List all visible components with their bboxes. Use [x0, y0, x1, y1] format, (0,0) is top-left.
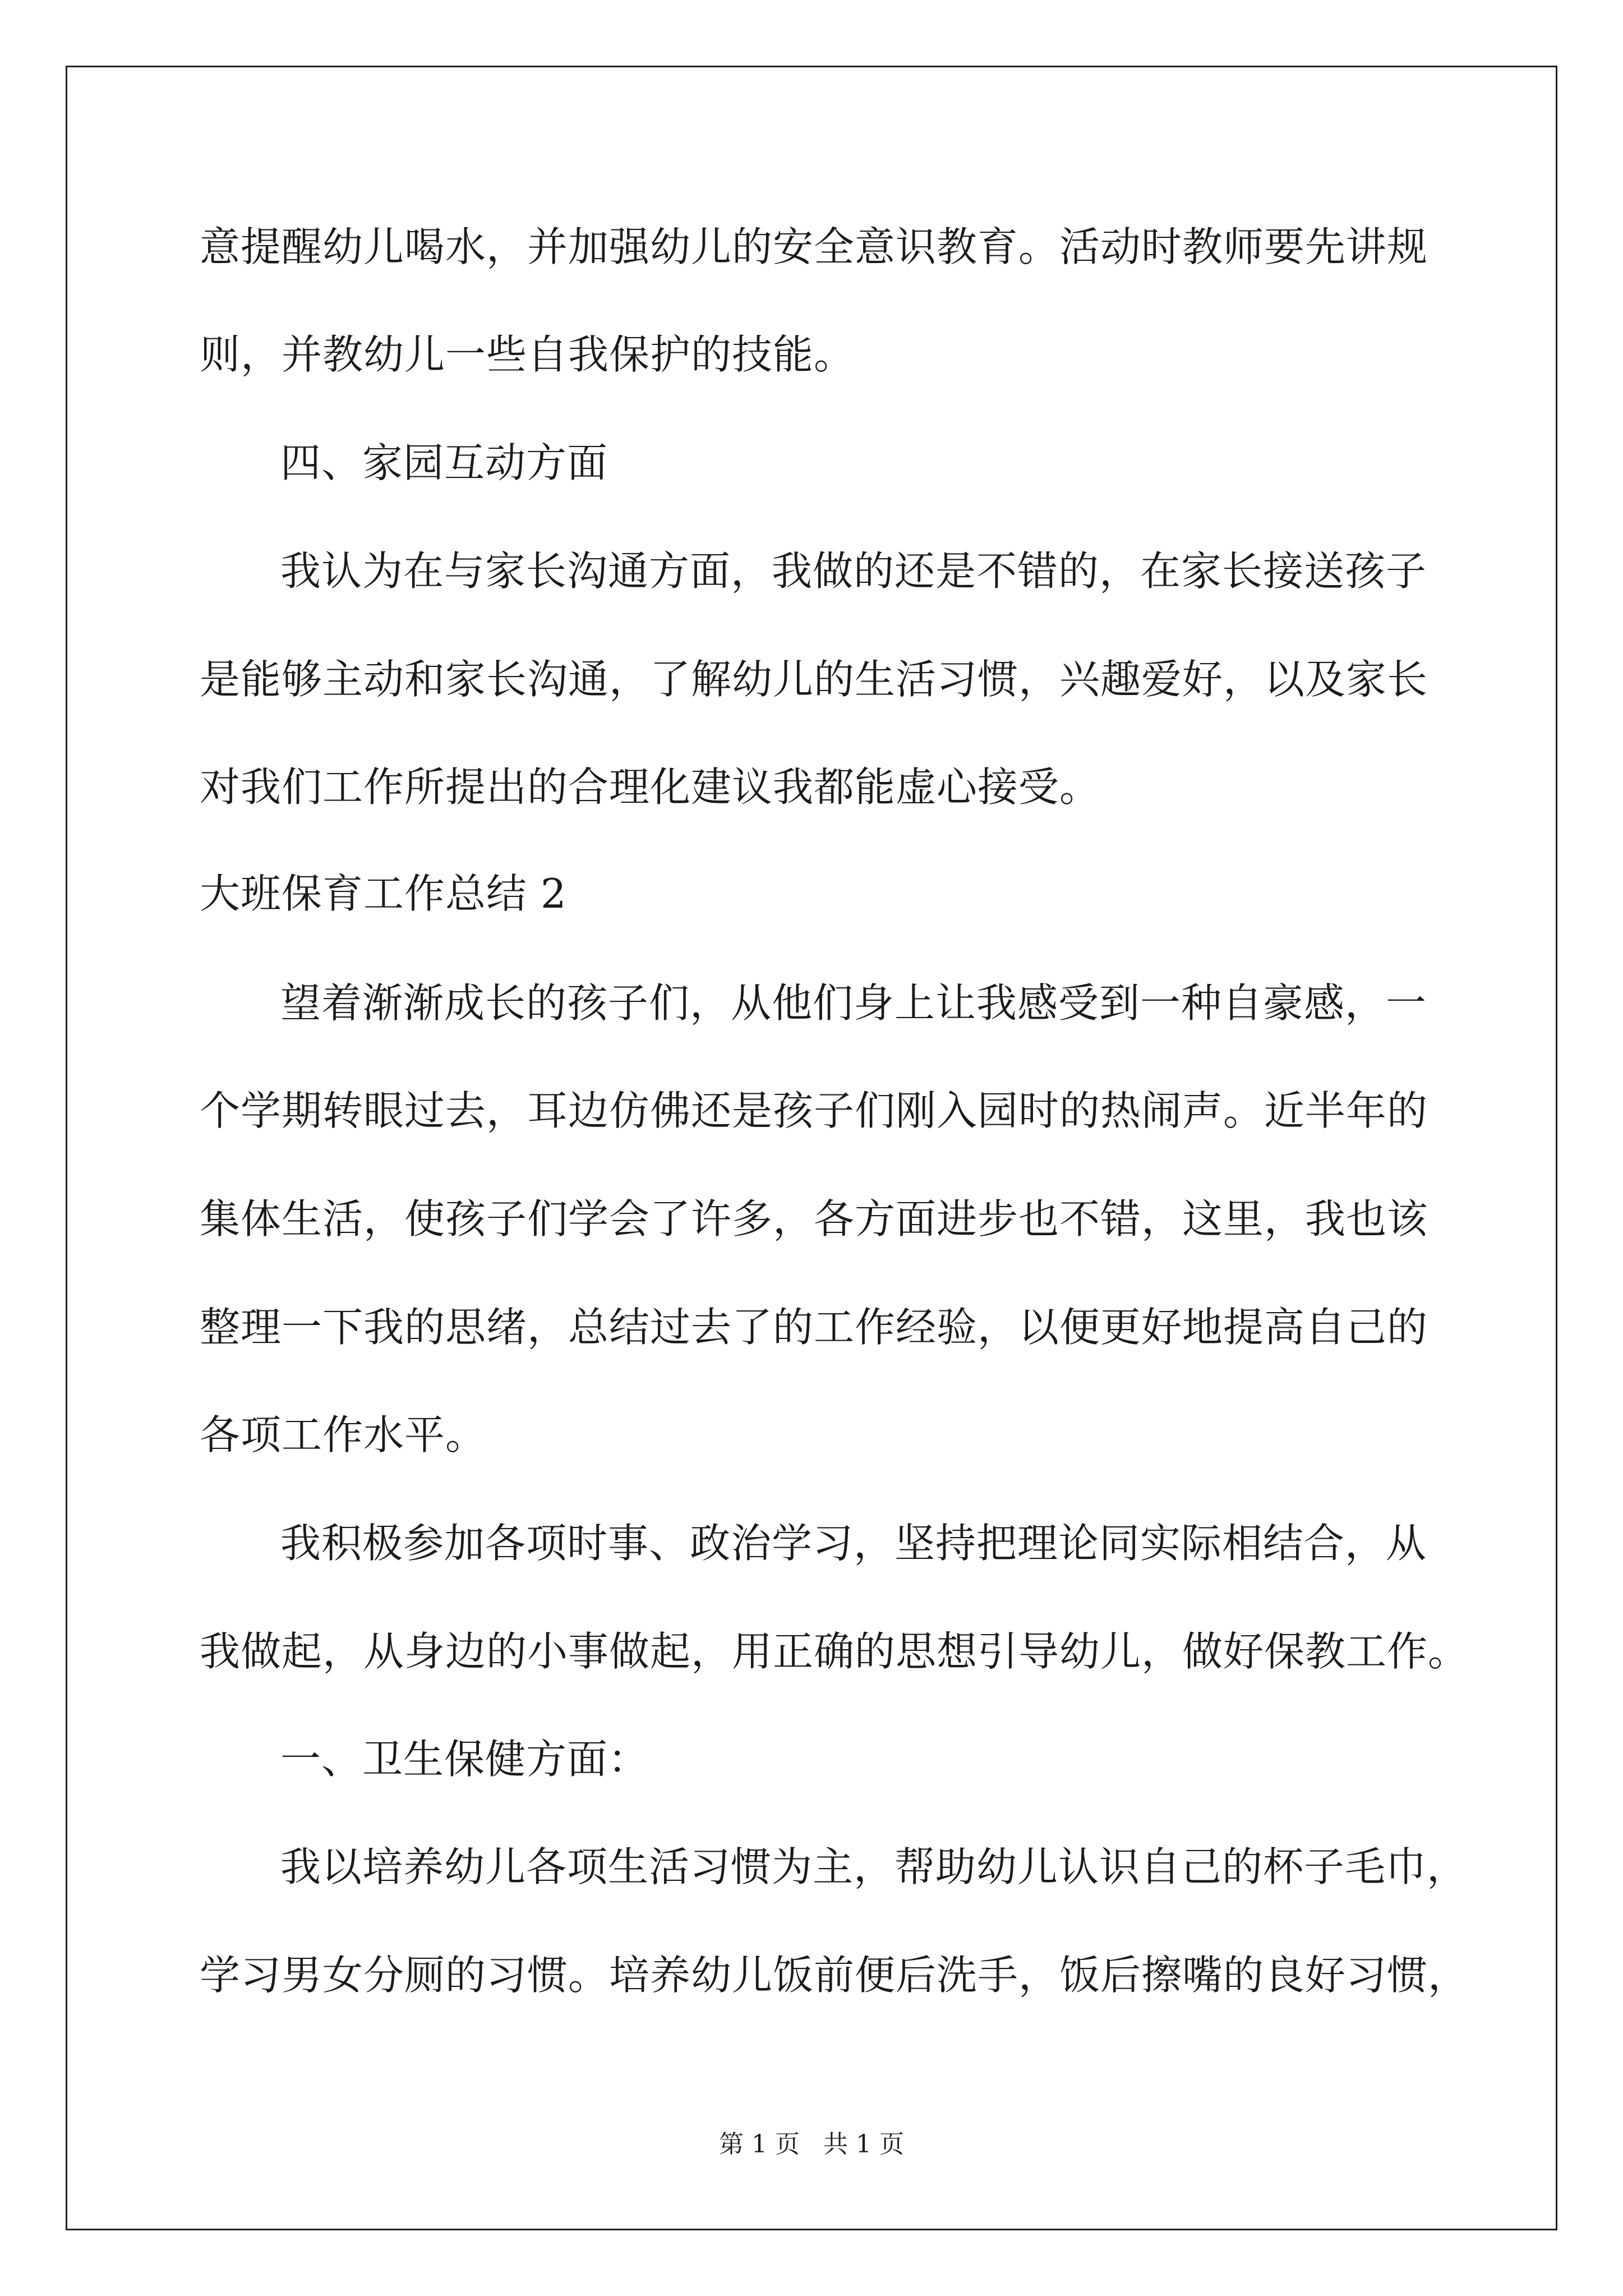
body-line: 我认为在与家长沟通方面，我做的还是不错的，在家长接送孩子	[280, 547, 1427, 595]
document-title: 大班保育工作总结 2	[200, 870, 567, 917]
body-line: 则，并教幼儿一些自我保护的技能。	[200, 331, 855, 378]
page-border	[66, 66, 1557, 2230]
body-line: 各项工作水平。	[200, 1411, 487, 1458]
body-line: 集体生活，使孩子们学会了许多，各方面进步也不错，这里，我也该	[200, 1195, 1428, 1243]
body-line: 我以培养幼儿各项生活习惯为主，帮助幼儿认识自己的杯子毛巾，	[280, 1843, 1468, 1890]
body-line: 我做起，从身边的小事做起，用正确的思想引导幼儿，做好保教工作。	[200, 1628, 1469, 1675]
body-line: 意提醒幼儿喝水，并加强幼儿的安全意识教育。活动时教师要先讲规	[200, 223, 1428, 270]
page-number: 第 1 页	[719, 2130, 800, 2159]
body-line: 是能够主动和家长沟通，了解幼儿的生活习惯，兴趣爱好，以及家长	[200, 656, 1428, 703]
body-line: 学习男女分厕的习惯。培养幼儿饭前便后洗手，饭后擦嘴的良好习惯，	[200, 1952, 1469, 1999]
section-heading: 一、卫生保健方面：	[280, 1736, 649, 1783]
body-line: 对我们工作所提出的合理化建议我都能虚心接受。	[200, 763, 1101, 811]
body-line: 个学期转眼过去，耳边仿佛还是孩子们刚入园时的热闹声。近半年的	[200, 1087, 1428, 1134]
body-line: 整理一下我的思绪，总结过去了的工作经验，以便更好地提高自己的	[200, 1304, 1428, 1351]
section-heading: 四、家园互动方面	[280, 439, 608, 486]
body-line: 我积极参加各项时事、政治学习，坚持把理论同实际相结合，从	[280, 1520, 1427, 1567]
body-line: 望着渐渐成长的孩子们，从他们身上让我感受到一种自豪感，一	[280, 979, 1427, 1027]
page-total: 共 1 页	[823, 2130, 904, 2159]
page-footer	[0, 2129, 1623, 2160]
